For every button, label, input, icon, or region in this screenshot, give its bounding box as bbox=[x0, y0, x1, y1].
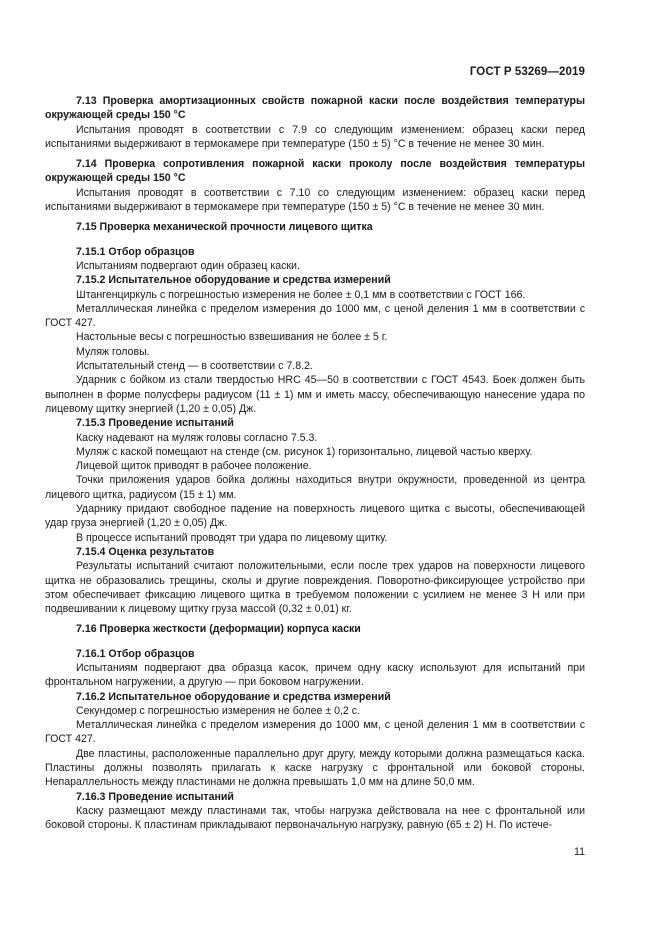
paragraph: Две пластины, расположенные параллельно друг другу, между которыми должна размещаться каска. Пластины должны позволять прилагать к каске нагрузку с фронтальной или боковой стороны. Непараллельность между пластинами не должна превышать 1,0 мм на длине 50,0 мм. bbox=[45, 747, 585, 789]
paragraph: Металлическая линейка с пределом измерения до 1000 мм, с ценой деления 1 мм в соответствии с ГОСТ 427. bbox=[45, 302, 585, 330]
paragraph: Точки приложения ударов бойка должны находиться внутри окружности, проведенной из центра лицевого щитка, радиусом (15 ± 1) мм. bbox=[45, 474, 585, 501]
paragraph: Муляж с каской помещают на стенде (см. рисунок 1) горизонтально, лицевой частью кверху. bbox=[76, 445, 533, 458]
paragraph: 7.15 Проверка механической прочности лицевого щитка bbox=[76, 221, 373, 234]
paragraph: В процессе испытаний проводят три удара по лицевому щитку. bbox=[76, 531, 388, 544]
paragraph: Металлическая линейка с пределом измерения до 1000 мм, с ценой деления 1 мм в соответствии с ГОСТ 427. bbox=[45, 719, 585, 746]
paragraph: Ударнику придают свободное падение на поверхность лицевого щитка с высоты, обеспечивающей удар груза энергией (1,20 ± 0,05) Дж. bbox=[45, 503, 585, 530]
paragraph: 7.16.1 Отбор образцов bbox=[76, 647, 195, 660]
paragraph: 7.15.4 Оценка результатов bbox=[76, 545, 215, 558]
paragraph: Результаты испытаний считают положительными, если после трех ударов на поверхности лицевого щитка не образовались трещины, сколы и другие повреждения. Поворотно-фиксирующее устройство при этом обеспечивает фиксацию лицевого щитка в требуемом положении с усилием не менее 3 Н или при подвешивании к лицевому щитку груза массой (0,32 ± 0,01) кг. bbox=[45, 560, 585, 616]
paragraph: 7.15.1 Отбор образцов bbox=[76, 245, 195, 258]
page-number: 11 bbox=[574, 846, 585, 858]
paragraph: 7.14 Проверка сопротивления пожарной каски проколу после воздействия температуры окружающей среды 150 °С bbox=[45, 158, 585, 185]
paragraph: 7.16.3 Проведение испытаний bbox=[76, 790, 234, 803]
paragraph: Секундомер с погрешностью измерения не более ± 0,2 с. bbox=[76, 704, 361, 717]
paragraph: Штангенциркуль с погрешностью измерения не более ± 0,1 мм в соответствии с ГОСТ 166. bbox=[76, 288, 526, 301]
document-code-header: ГОСТ Р 53269—2019 bbox=[469, 66, 585, 78]
paragraph: Каску надевают на муляж головы согласно 7.5.3. bbox=[76, 431, 318, 444]
paragraph: 7.16 Проверка жесткости (деформации) корпуса каски bbox=[76, 623, 361, 636]
paragraph: Испытательный стенд — в соответствии с 7.8.2. bbox=[76, 360, 313, 373]
paragraph: Испытаниям подвергают два образца касок, причем одну каску используют для испытаний при фронтальном нагружении, а другую — при боковом нагружении. bbox=[45, 661, 585, 689]
paragraph: 7.15.2 Испытательное оборудование и средства измерений bbox=[76, 274, 391, 287]
paragraph: Каску размещают между пластинами так, чтобы нагрузка действовала на нее с фронтальной или боковой стороны. К пластинам прикладывают первоначальную нагрузку, равную (65 ± 2) Н. По истече- bbox=[45, 804, 585, 832]
paragraph: 7.15.3 Проведение испытаний bbox=[76, 417, 234, 430]
paragraph: Настольные весы с погрешностью взвешивания не более ± 5 г. bbox=[76, 331, 388, 344]
paragraph: Муляж головы. bbox=[76, 345, 150, 358]
paragraph: Испытаниям подвергают один образец каски. bbox=[76, 259, 300, 272]
paragraph: Лицевой щиток приводят в рабочее положение. bbox=[76, 460, 312, 473]
paragraph: Испытания проводят в соответствии с 7.9 со следующим изменением: образец каски перед испытаниями выдерживают в термокамере при температуре (150 ± 5) °С в течение не менее 30 мин. bbox=[45, 123, 585, 150]
document-body bbox=[45, 94, 585, 833]
paragraph: 7.16.2 Испытательное оборудование и средства измерений bbox=[76, 690, 391, 703]
paragraph: Ударник с бойком из стали твердостью HRC 45—50 в соответствии с ГОСТ 4543. Боек должен быть выполнен в форме полусферы радиусом (11 ± 1) мм и иметь массу, обеспечивающую нанесение удара по лицевому щитку энергией (1,20 ± 0,05) Дж. bbox=[45, 374, 585, 415]
paragraph: 7.13 Проверка амортизационных свойств пожарной каски после воздействия температуры окружающей среды 150 °С bbox=[45, 95, 585, 122]
paragraph: Испытания проводят в соответствии с 7.10 со следующим изменением: образец каски перед испытаниями выдерживают в термокамере при температуре (150 ± 5) °С в течение не менее 30 мин. bbox=[45, 186, 585, 214]
